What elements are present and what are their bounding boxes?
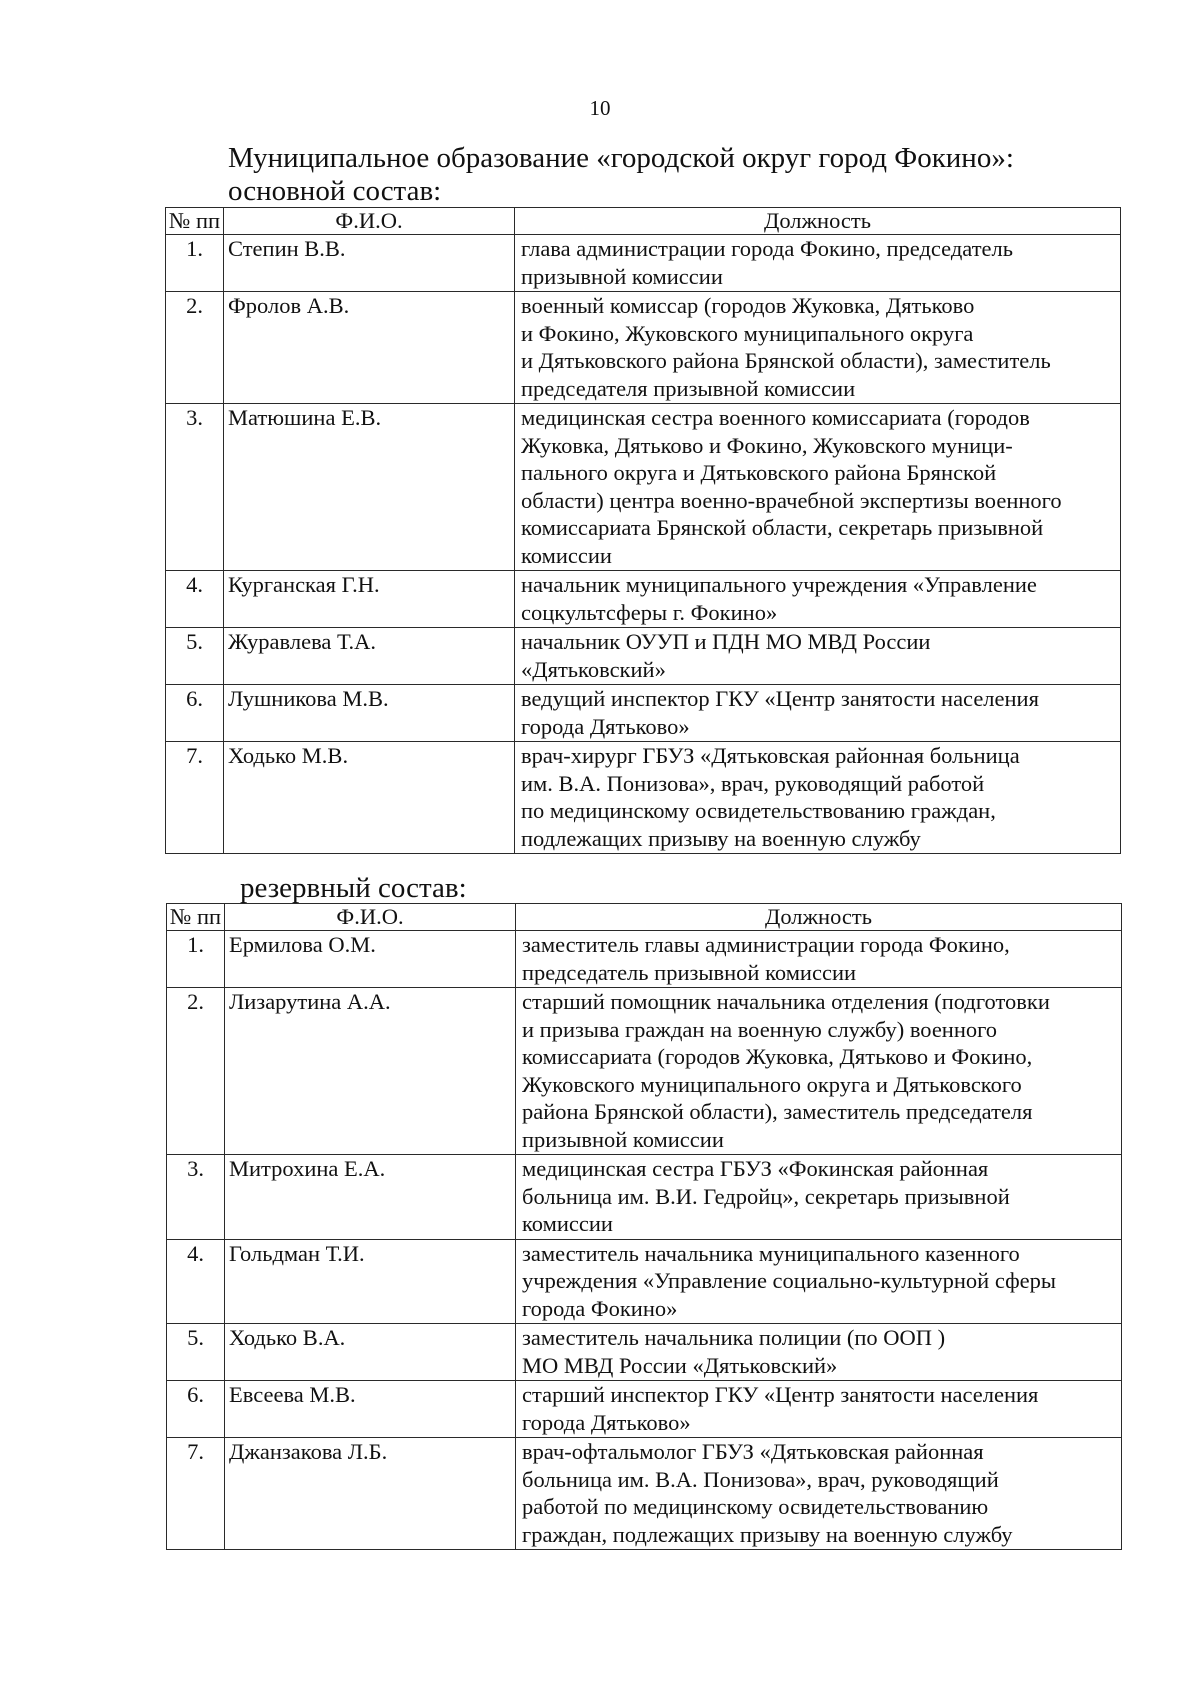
table-row	[167, 1381, 1122, 1438]
table-row	[166, 235, 1121, 292]
row-position: заместитель начальника полиции (по ООП ) МО МВД России «Дятьковский»	[516, 1324, 1122, 1381]
row-number: 6.	[167, 1381, 225, 1438]
row-full-name: Лизарутина А.А.	[225, 988, 516, 1155]
main-composition-table	[165, 207, 1121, 854]
row-position: глава администрации города Фокино, председатель призывной комиссии	[515, 235, 1121, 292]
header-number: № пп	[167, 904, 225, 931]
row-position: врач-хирург ГБУЗ «Дятьковская районная больница им. В.А. Понизова», врач, руководящий работой по медицинскому освидетельствованию граждан, подлежащих призыву на военную службу	[515, 742, 1121, 854]
row-number: 3.	[167, 1155, 225, 1240]
reserve-composition-table	[166, 903, 1122, 1550]
row-full-name: Митрохина Е.А.	[225, 1155, 516, 1240]
row-full-name: Джанзакова Л.Б.	[225, 1438, 516, 1550]
table-row	[166, 628, 1121, 685]
row-number: 4.	[167, 1239, 225, 1324]
table-row	[167, 988, 1122, 1155]
row-position: заместитель начальника муниципального казенного учреждения «Управление социально-культурной сферы города Фокино»	[516, 1239, 1122, 1324]
row-position: старший инспектор ГКУ «Центр занятости населения города Дятьково»	[516, 1381, 1122, 1438]
table-row	[166, 742, 1121, 854]
row-full-name: Курганская Г.Н.	[224, 571, 515, 628]
reserve-composition-label: резервный состав:	[240, 872, 467, 904]
table-row	[167, 1239, 1122, 1324]
page-number: 10	[589, 96, 611, 120]
table-row	[166, 404, 1121, 571]
row-number: 2.	[167, 988, 225, 1155]
row-number: 1.	[167, 931, 225, 988]
row-full-name: Гольдман Т.И.	[225, 1239, 516, 1324]
row-number: 7.	[166, 742, 224, 854]
table-row	[167, 1438, 1122, 1550]
header-number: № пп	[166, 208, 224, 235]
table-header-row	[166, 208, 1121, 235]
row-number: 4.	[166, 571, 224, 628]
reserve-table-body	[167, 931, 1122, 1550]
table-row	[166, 571, 1121, 628]
row-position: медицинская сестра ГБУЗ «Фокинская районная больница им. В.И. Гедройц», секретарь призывной комиссии	[516, 1155, 1122, 1240]
row-position: медицинская сестра военного комиссариата (городов Жуковка, Дятьково и Фокино, Жуковского муници- пального округа и Дятьковского района Брянской области) центра военно-врачебной экспертизы военного комиссариата Брянской области, секретарь призывной комиссии	[515, 404, 1121, 571]
row-position: заместитель главы администрации города Фокино, председатель призывной комиссии	[516, 931, 1122, 988]
row-position: старший помощник начальника отделения (подготовки и призыва граждан на военную службу) военного комиссариата (городов Жуковка, Дятьково и Фокино, Жуковского муниципального округа и Дятьковского района Брянской области), заместитель председателя призывной комиссии	[516, 988, 1122, 1155]
table-row	[166, 685, 1121, 742]
table-row	[167, 931, 1122, 988]
row-full-name: Лушникова М.В.	[224, 685, 515, 742]
row-position: ведущий инспектор ГКУ «Центр занятости населения города Дятьково»	[515, 685, 1121, 742]
row-number: 5.	[166, 628, 224, 685]
row-position: врач-офтальмолог ГБУЗ «Дятьковская районная больница им. В.А. Понизова», врач, руководящий работой по медицинскому освидетельствованию граждан, подлежащих призыву на военную службу	[516, 1438, 1122, 1550]
main-composition-label: основной состав:	[228, 175, 442, 207]
row-number: 6.	[166, 685, 224, 742]
table-row	[167, 1324, 1122, 1381]
table-row	[167, 1155, 1122, 1240]
header-full-name: Ф.И.О.	[224, 208, 515, 235]
header-full-name: Ф.И.О.	[225, 904, 516, 931]
table-row	[166, 292, 1121, 404]
header-position: Должность	[516, 904, 1122, 931]
header-position: Должность	[515, 208, 1121, 235]
row-full-name: Евсеева М.В.	[225, 1381, 516, 1438]
row-full-name: Фролов А.В.	[224, 292, 515, 404]
main-table-body	[166, 235, 1121, 854]
row-number: 1.	[166, 235, 224, 292]
row-position: начальник ОУУП и ПДН МО МВД России «Дятьковский»	[515, 628, 1121, 685]
row-full-name: Ходько М.В.	[224, 742, 515, 854]
row-position: начальник муниципального учреждения «Управление соцкультсферы г. Фокино»	[515, 571, 1121, 628]
row-full-name: Ермилова О.М.	[225, 931, 516, 988]
row-position: военный комиссар (городов Жуковка, Дятьково и Фокино, Жуковского муниципального округа и Дятьковского района Брянской области), заместитель председателя призывной комиссии	[515, 292, 1121, 404]
row-full-name: Матюшина Е.В.	[224, 404, 515, 571]
row-number: 7.	[167, 1438, 225, 1550]
row-number: 2.	[166, 292, 224, 404]
document-title: Муниципальное образование «городской округ город Фокино»:	[228, 142, 1014, 174]
row-full-name: Журавлева Т.А.	[224, 628, 515, 685]
row-number: 5.	[167, 1324, 225, 1381]
row-full-name: Степин В.В.	[224, 235, 515, 292]
row-number: 3.	[166, 404, 224, 571]
row-full-name: Ходько В.А.	[225, 1324, 516, 1381]
table-header-row	[167, 904, 1122, 931]
